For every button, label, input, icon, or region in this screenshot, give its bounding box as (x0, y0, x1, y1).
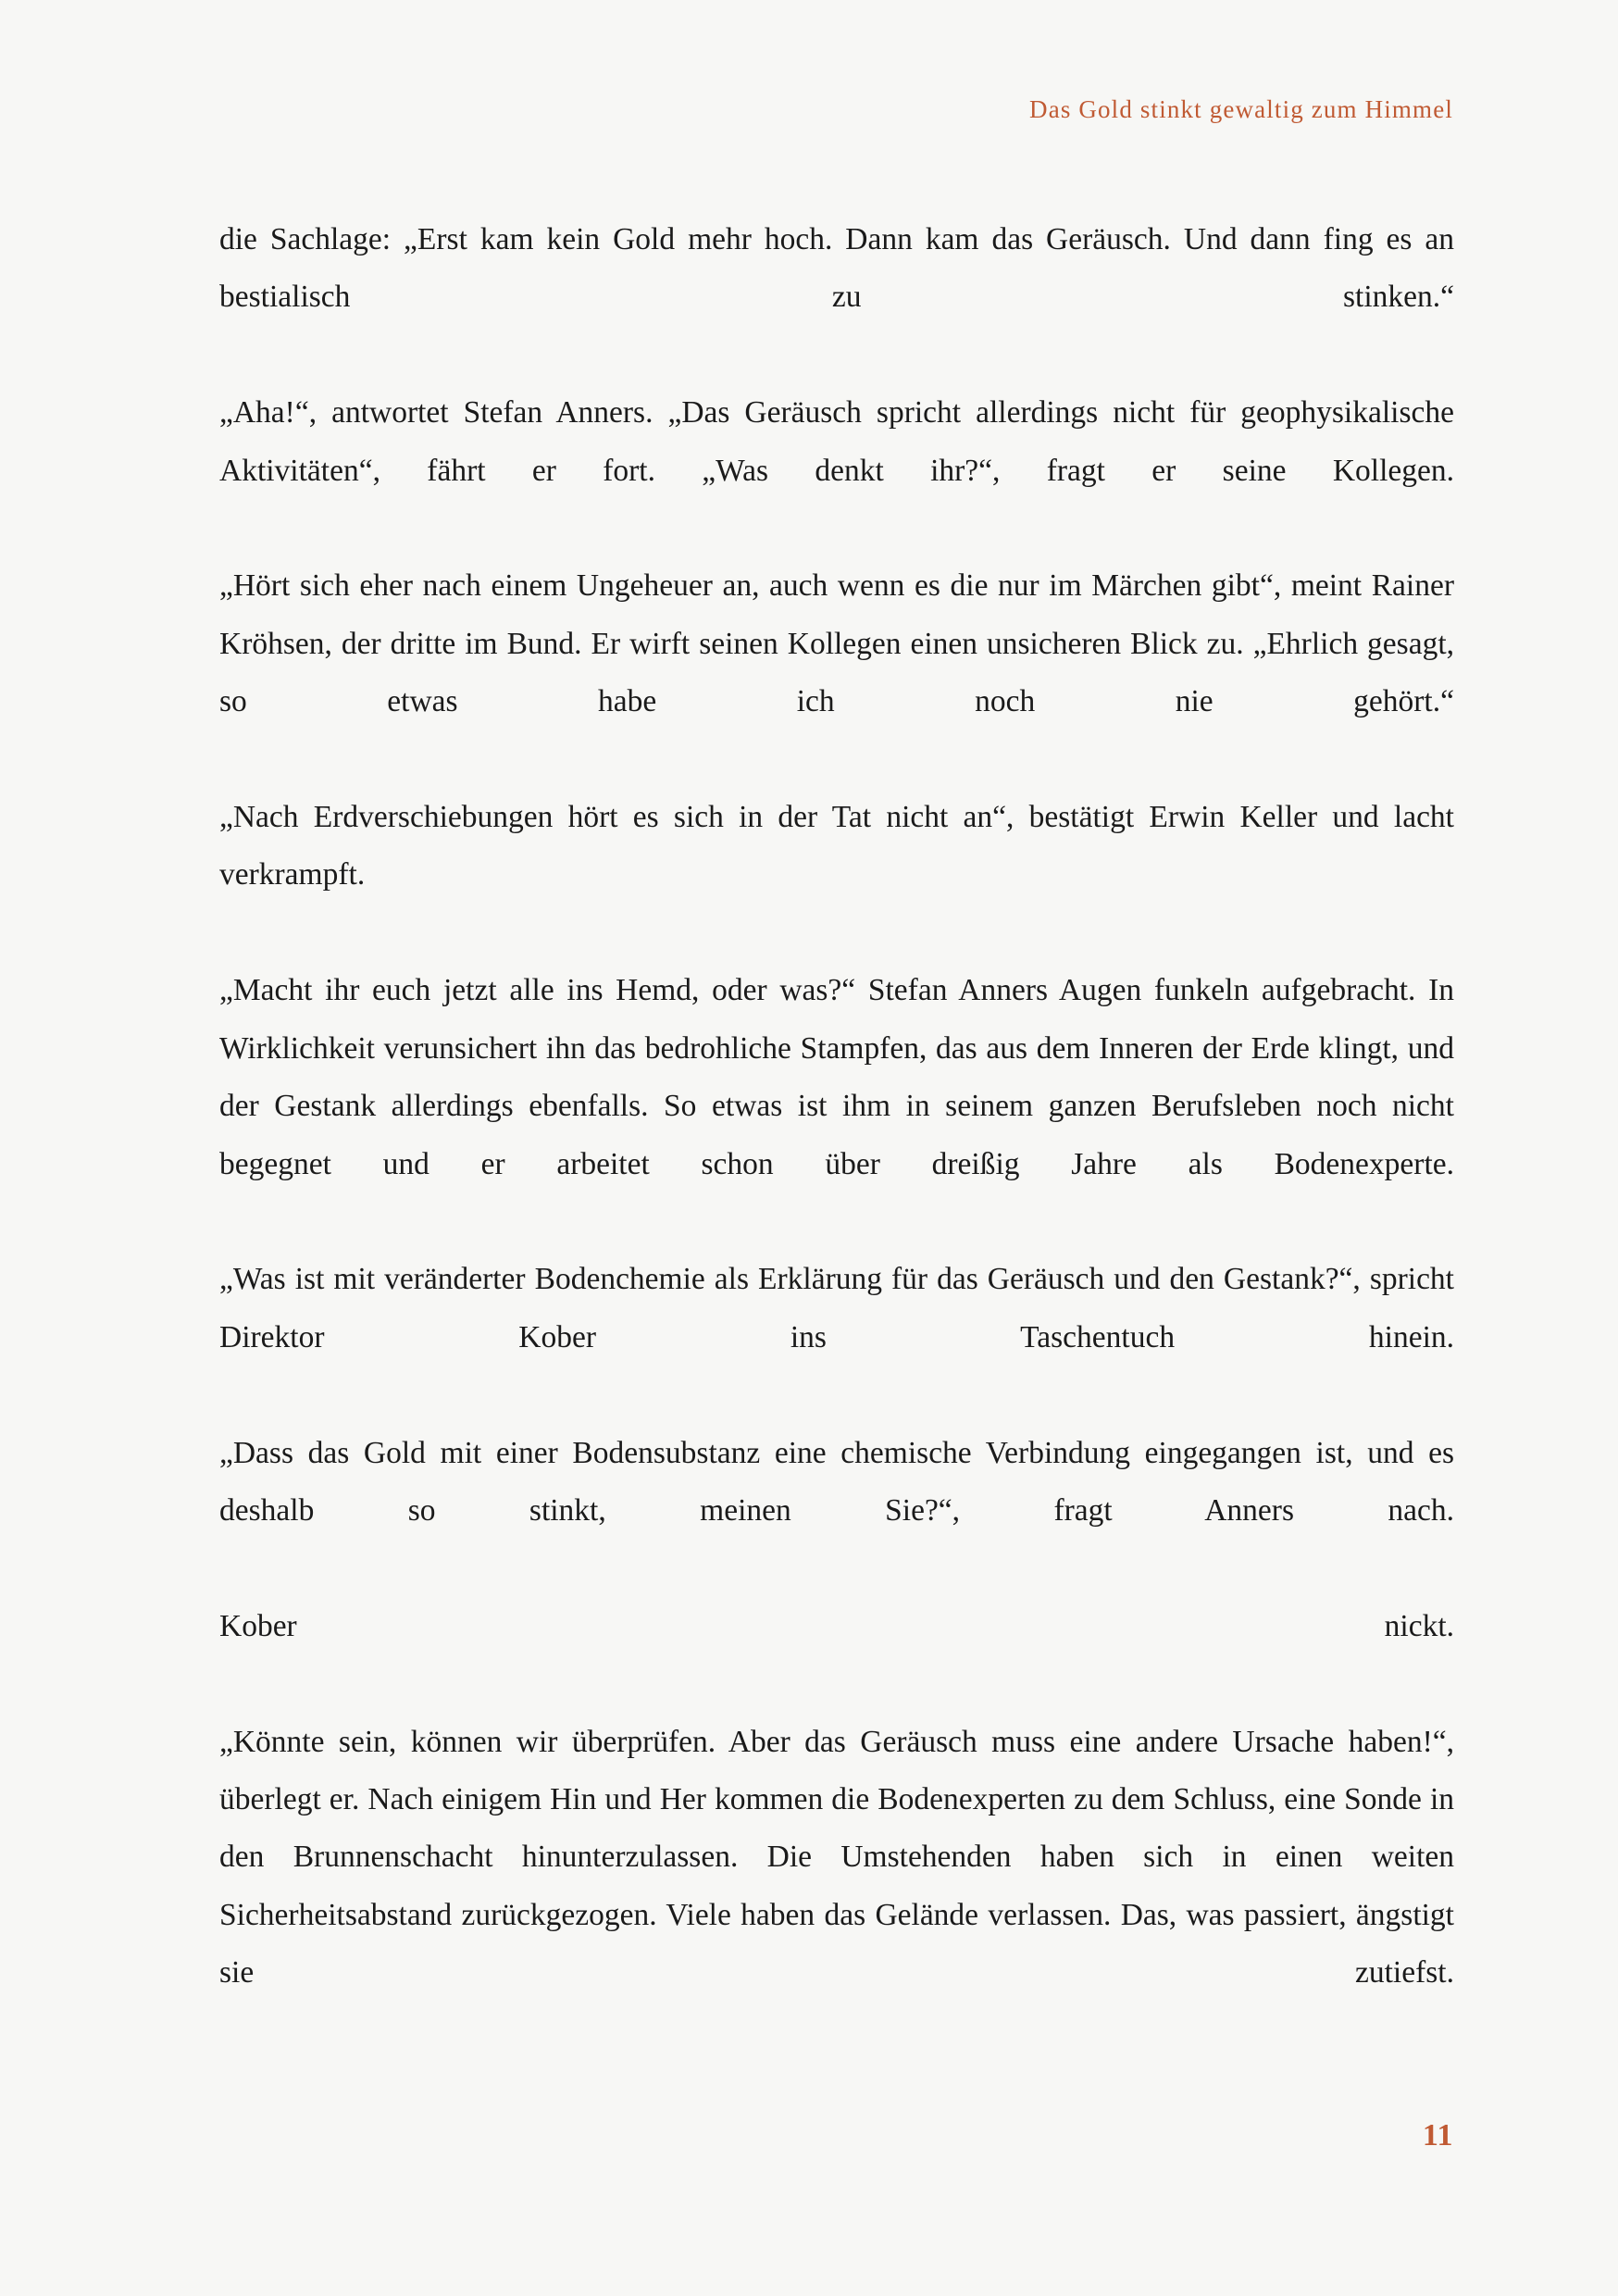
paragraph: „Nach Erdverschiebungen hört es sich in der Tat nicht an“, bestätigt Erwin Keller und lacht verkrampft. (219, 800, 1454, 892)
paragraph: „Macht ihr euch jetzt alle ins Hemd, oder was?“ Stefan Anners Augen funkeln aufgebracht. In Wirklichkeit verunsichert ihn das bedrohliche Stampfen, das aus dem Inneren der Erde klingt, und der Gestank allerdings ebenfalls. So etwas ist ihm in seinem ganzen Berufsleben noch nicht begegnet und er arbeitet schon über dreißig Jahre als Bodenexperte. (219, 973, 1454, 1181)
paragraph: „Könnte sein, können wir überprüfen. Aber das Geräusch muss eine andere Ursache haben!“, überlegt er. Nach einigem Hin und Her kommen die Bodenexperten zu dem Schluss, eine Sonde in den Brunnenschacht hinunterzulassen. Die Umstehenden haben sich in einen weiten Sicherheitsabstand zurückgezogen. Viele haben das Gelände verlassen. Das, was passiert, ängstigt sie zutiefst. (219, 1724, 1454, 1990)
page-number: 11 (1422, 2118, 1453, 2152)
running-head: Das Gold stinkt gewaltig zum Himmel (1029, 95, 1453, 123)
body-text-block (219, 211, 1454, 2060)
paragraph: „Was ist mit veränderter Bodenchemie als Erklärung für das Geräusch und den Gestank?“, spricht Direktor Kober ins Taschentuch hinein. (219, 1262, 1454, 1354)
paragraph: die Sachlage: „Erst kam kein Gold mehr hoch. Dann kam das Geräusch. Und dann fing es an bestialisch zu stinken.“ (219, 222, 1454, 315)
paragraph: Kober nickt. (219, 1608, 1454, 1643)
paragraph: „Dass das Gold mit einer Bodensubstanz eine chemische Verbindung eingegangen ist, und es deshalb so stinkt, meinen Sie?“, fragt Anners nach. (219, 1435, 1454, 1528)
paragraph: „Hört sich eher nach einem Ungeheuer an, auch wenn es die nur im Märchen gibt“, meint Rainer Kröhsen, der dritte im Bund. Er wirft seinen Kollegen einen unsicheren Blick zu. „Ehrlich gesagt, so etwas habe ich noch nie gehört.“ (219, 568, 1454, 719)
paragraph: „Aha!“, antwortet Stefan Anners. „Das Geräusch spricht allerdings nicht für geophysikalische Aktivitäten“, fährt er fort. „Was denkt ihr?“, fragt er seine Kollegen. (219, 395, 1454, 488)
